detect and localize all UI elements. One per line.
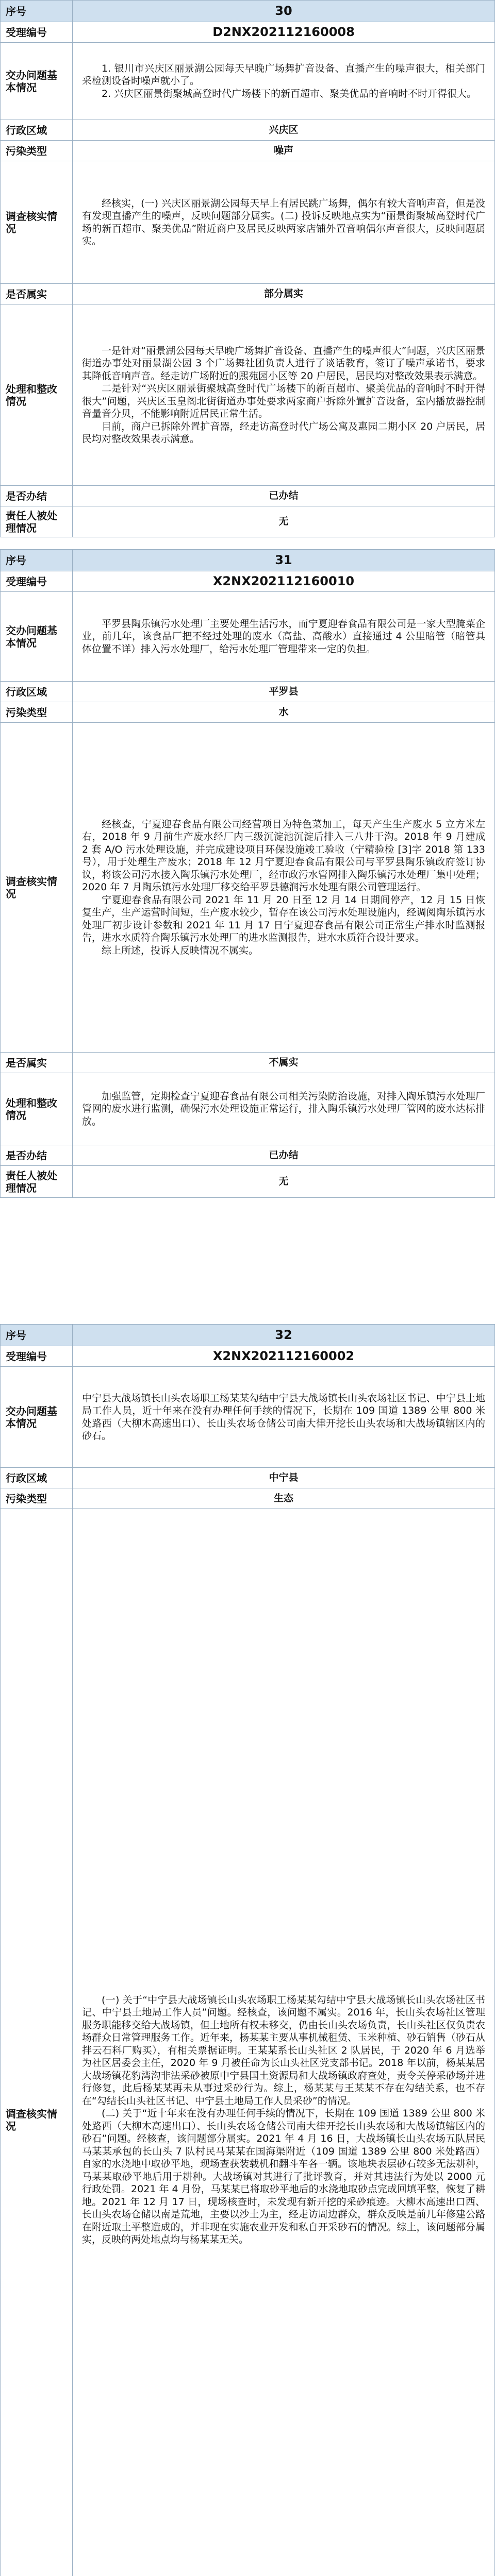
problem-paragraph: 1. 银川市兴庆区丽景湖公园每天早晚广场舞扩音设备、直播产生的噪声很大，相关部门采检测设备时噪声就小了。	[82, 62, 485, 87]
is-true-label: 是否属实	[1, 284, 73, 304]
accept-no-value: X2NX202112160002	[73, 1346, 495, 1367]
handling-label: 处理和整改情况	[1, 304, 73, 486]
is-true-value: 部分属实	[73, 284, 495, 304]
record-31	[0, 549, 495, 1198]
accept-no-label: 受理编号	[1, 22, 73, 43]
verify-label: 调查核实情况	[1, 1509, 73, 2576]
record-table	[0, 1324, 495, 2576]
accept-no-label: 受理编号	[1, 571, 73, 592]
handling-paragraph: 目前，商户已拆除外置扩音器，经走访高登时代广场公寓及惠园二期小区 20 户居民，居民均对整改效果表示满意。	[82, 420, 485, 445]
problem-text	[73, 43, 495, 120]
region-value: 中宁县	[73, 1468, 495, 1488]
verify-paragraph: 经核实，(一) 兴庆区丽景湖公园每天早上有居民跳广场舞，偶尔有较大音响声音，但是没有发现直播产生的噪声，反映问题部分属实。(二) 投诉反映地点实为“丽景街聚城高登时代广场的新百超市、聚美优品”附近商户及居民反映两家店铺外置音响偶尔声音很大，反映问题属实。	[82, 197, 485, 247]
is-true-label: 是否属实	[1, 1053, 73, 1073]
serial-value: 32	[73, 1325, 495, 1346]
serial-value: 31	[73, 550, 495, 571]
region-label: 行政区域	[1, 682, 73, 702]
closed-value: 已办结	[73, 486, 495, 506]
record-table	[0, 0, 495, 537]
verify-paragraph: (二) 关于“近十年来在没有办理任何手续的情况下，长期在 109 国道 1389 公里 800 米处路西（大柳木高速出口）、长山头农场仓储公司南大律开挖长山头农场和大战场镇辖区内的砂石”问题。经核查，该问题部分属实。2021 年 4 月 16 日，大战场镇长山头农场五队居民马某某承包的长山头 7 队村民马某某在国海渠附近（109 国道 1389 公里 800 米处路西）自家的水浇地中取砂平地，现场查获装载机和翻斗车各一辆。该地块表层砂石较多无法耕种，马某某取砂平地后用于耕种。大战场镇对其进行了批评教育，并对其违法行为处以 2000 元行政处罚。2021 年 4 月份，马某某已将取砂平地后的水浇地取砂点完成回填平整，恢复了耕地。2021 年 12 月 17 日，现场核查时，未发现有新开挖的采砂痕迹。大柳木高速出口西、长山头农场仓储以南是荒地，主要以沙土为主，经走访周边群众，群众反映是前几年修建公路在附近取土平整造成的，并非现在实施农业开发和私自开采砂石的情况。综上，该问题部分属实，反映的两处地点均与杨某某无关。	[82, 2108, 485, 2245]
accountability-label: 责任人被处理情况	[1, 1166, 73, 1198]
serial-value: 30	[73, 1, 495, 22]
handling-paragraph: 加强监管，定期检查宁夏迎春食品有限公司相关污染防治设施，对排入陶乐镇污水处理厂管网的废水进行监测，确保污水处理设施正常运行，排入陶乐镇污水处理厂管网的废水达标排放。	[82, 1090, 485, 1127]
serial-label: 序号	[1, 1325, 73, 1346]
problem-paragraph: 中宁县大战场镇长山头农场职工杨某某勾结中宁县大战场镇长山头农场社区书记、中宁县土地局工作人员，近十年来在没有办理任何手续的情况下，长期在 109 国道 1389 公里 800 米处路西（大柳木高速出口）、长山头农场仓储公司南大律开挖长山头农场和大战场镇辖区内的砂石。	[82, 1392, 485, 1442]
problem-label: 交办问题基本情况	[1, 592, 73, 682]
verify-paragraph: 宁夏迎春食品有限公司 2021 年 11 月 20 日至 12 月 14 日期间停产，12 月 15 日恢复生产，生产运营时间短，生产废水较少，暂存在该公司污水处理设施内，经调阅陶乐镇污水处理厂初步设计参数和 2021 年 11 月 17 日宁夏迎春食品有限公司正常生产排水时监测报告，进水水质符合陶乐镇污水处理厂的进水监测报告，进水水质符合设计要求。	[82, 894, 485, 944]
accept-no-value: D2NX202112160008	[73, 22, 495, 43]
problem-label: 交办问题基本情况	[1, 1367, 73, 1468]
accept-no-value: X2NX202112160010	[73, 571, 495, 592]
verify-label: 调查核实情况	[1, 723, 73, 1053]
verify-text	[73, 161, 495, 284]
problem-text	[73, 592, 495, 682]
region-value: 兴庆区	[73, 120, 495, 141]
region-label: 行政区域	[1, 120, 73, 141]
pollution-label: 污染类型	[1, 141, 73, 161]
handling-label: 处理和整改情况	[1, 1073, 73, 1145]
verify-paragraph: (一) 关于“中宁县大战场镇长山头农场职工杨某某勾结中宁县大战场镇长山头农场社区书记、中宁县土地局工作人员”问题。经核查，该问题不属实。2016 年，长山头农场社区管理服务职能移交给大战场镇，但土地所有权未移交，仍由长山头农场负责，长山头社区仅负责农场群众日常管理服务工作。近年来，杨某某主要从事机械租赁、玉米种植、砂石销售（砂石从拌云石料厂购买），有相关票据证明。王某某系长山头社区 2 队居民，于 2020 年 6 月选举为社区居委会主任，2020 年 9 月被任命为长山头社区党支部书记。2018 年以前，杨某某居大战场镇花豹湾沟非法采砂被原中宁县国土资源局和大战场镇政府查处，责令关停采砂场并进行修复，此后杨某某再未从事过采砂行为。综上，杨某某与王某某不存在勾结关系，也不存在“勾结长山头社区书记、中宁县土地局工作人员采砂”的情况。	[82, 1994, 485, 2107]
handling-paragraph: 二是针对“兴庆区丽景街聚城高登时代广场楼下的新百超市、聚美优品的音响时不时开得很大”问题，兴庆区玉皇阁北街街道办事处要求两家商户拆除外置扩音设备，室内播放器控制音量音分贝，不能影响附近居民正常生活。	[82, 383, 485, 419]
verify-text	[73, 723, 495, 1053]
handling-text	[73, 1073, 495, 1145]
verify-text	[73, 1509, 495, 2576]
record-32	[0, 1324, 495, 2576]
verify-label: 调查核实情况	[1, 161, 73, 284]
is-true-value: 不属实	[73, 1053, 495, 1073]
verify-paragraph: 综上所述，投诉人反映情况不属实。	[102, 944, 259, 956]
region-label: 行政区域	[1, 1468, 73, 1488]
serial-label: 序号	[1, 1, 73, 22]
pollution-label: 污染类型	[1, 1488, 73, 1509]
accountability-value: 无	[73, 1166, 495, 1198]
handling-paragraph: 一是针对“丽景湖公园每天早晚广场舞扩音设备、直播产生的噪声很大”问题，兴庆区丽景街道办事处对丽景湖公园 3 个广场舞社团负责人进行了谈话教育，签订了噪声承诺书，要求其降低音响声音。经走访广场附近的熙苑园小区等 20 户居民，居民均对整改效果表示满意。	[82, 345, 485, 382]
accountability-label: 责任人被处理情况	[1, 506, 73, 537]
closed-value: 已办结	[73, 1145, 495, 1166]
handling-text	[73, 304, 495, 486]
pollution-value: 噪声	[73, 141, 495, 161]
problem-label: 交办问题基本情况	[1, 43, 73, 120]
verify-paragraph: 经核查，宁夏迎春食品有限公司经营项目为特色菜加工，每天产生生产废水 5 立方米左右，2018 年 9 月前生产废水经厂内三级沉淀池沉淀后排入三八井干沟。2018 年 9 月建成 2 套 A/O 污水处理设施，并完成建设项目环保设施竣工验收（宁精验检 [3]字 2018 第 133 号），用于处理生产废水；2018 年 12 月宁夏迎春食品有限公司与平罗县陶乐镇政府签订协议，将该公司污水接入陶乐镇污水处理厂，经市政污水管网排入陶乐镇污水处理厂集中处理；2020 年 7 月陶乐镇污水处理厂移交给平罗县德润污水处理有限公司管理运行。	[82, 818, 485, 893]
problem-paragraph: 平罗县陶乐镇污水处理厂主要处理生活污水，而宁夏迎春食品有限公司是一家大型腌菜企业，前几年，该食品厂把不经过处理的废水（高盐、高酸水）直接通过 4 公里暗管（暗管具体位置不详）排入污水处理厂，给污水处理厂管理带来一定的负担。	[82, 618, 485, 655]
problem-paragraph: 2. 兴庆区丽景街聚城高登时代广场楼下的新百超市、聚美优品的音响时不时开得很大。	[102, 88, 477, 99]
serial-label: 序号	[1, 550, 73, 571]
pollution-label: 污染类型	[1, 702, 73, 723]
record-30	[0, 0, 495, 537]
accept-no-label: 受理编号	[1, 1346, 73, 1367]
problem-text	[73, 1367, 495, 1468]
closed-label: 是否办结	[1, 1145, 73, 1166]
record-table	[0, 549, 495, 1198]
pollution-value: 水	[73, 702, 495, 723]
region-value: 平罗县	[73, 682, 495, 702]
accountability-value: 无	[73, 506, 495, 537]
closed-label: 是否办结	[1, 486, 73, 506]
pollution-value: 生态	[73, 1488, 495, 1509]
